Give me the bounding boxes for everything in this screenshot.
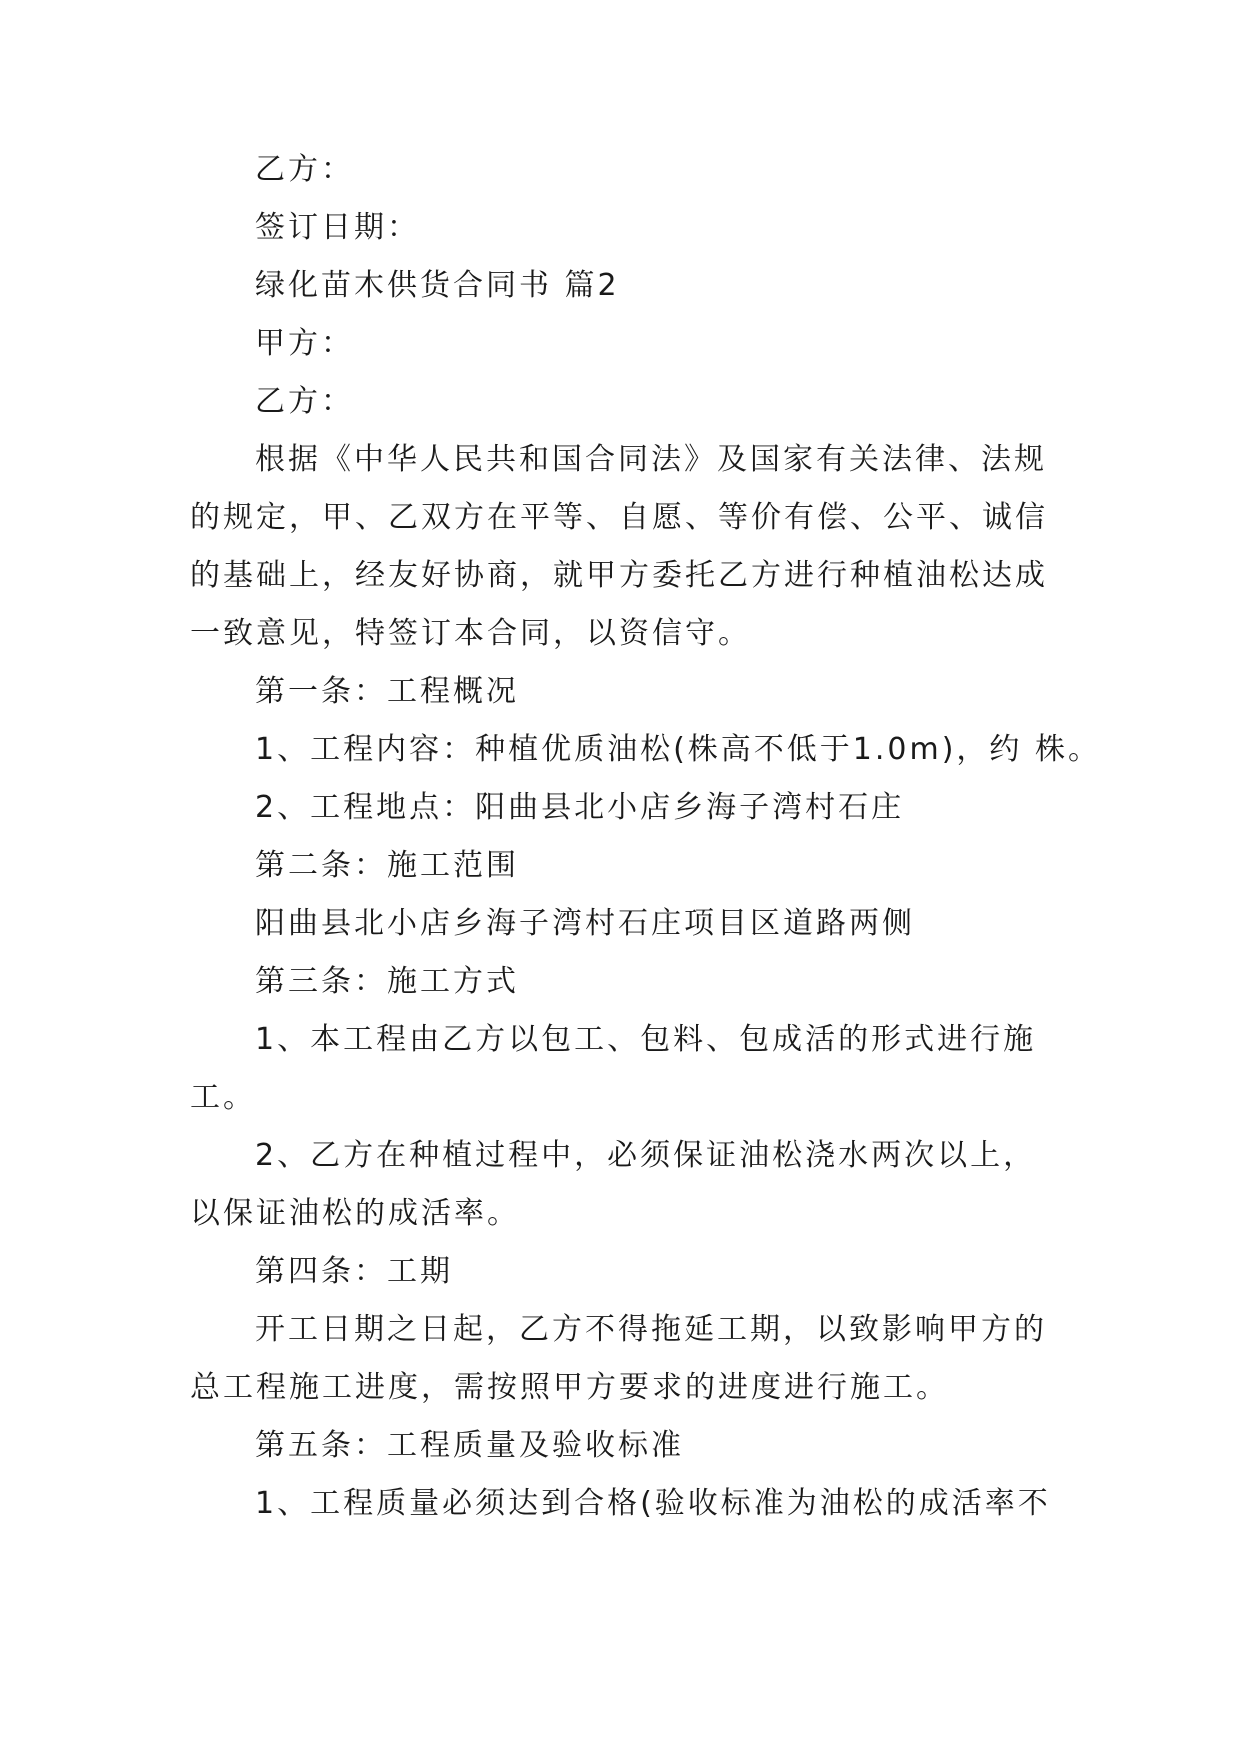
section-title: 绿化苗木供货合同书 篇2: [255, 268, 620, 303]
article-4-heading: 第四条：工期: [255, 1254, 453, 1289]
article-4-body-line-2: 总工程施工进度，需按照甲方要求的进度进行施工。: [190, 1370, 949, 1405]
party-a-label: 甲方：: [255, 326, 354, 361]
signing-date-label: 签订日期：: [255, 210, 420, 245]
article-3-item-2-line-1: 2、乙方在种植过程中，必须保证油松浇水两次以上，: [255, 1138, 1037, 1173]
article-1-item-1: 1、工程内容：种植优质油松(株高不低于1.0m)，约 株。: [255, 732, 1101, 767]
article-2-heading: 第二条：施工范围: [255, 848, 519, 883]
article-4-body-line-1: 开工日期之日起，乙方不得拖延工期，以致影响甲方的: [255, 1312, 1047, 1347]
article-1-heading: 第一条：工程概况: [255, 674, 519, 709]
preamble-line-4: 一致意见，特签订本合同，以资信守。: [190, 616, 751, 651]
article-5-item-1-line-1: 1、工程质量必须达到合格(验收标准为油松的成活率不: [255, 1486, 1051, 1521]
preamble-line-3: 的基础上，经友好协商，就甲方委托乙方进行种植油松达成: [190, 558, 1048, 593]
article-2-body: 阳曲县北小店乡海子湾村石庄项目区道路两侧: [255, 906, 915, 941]
article-3-item-2-line-2: 以保证油松的成活率。: [190, 1196, 520, 1231]
article-3-item-1-line-1: 1、本工程由乙方以包工、包料、包成活的形式进行施: [255, 1022, 1037, 1057]
party-b-label: 乙方：: [255, 152, 354, 187]
article-3-item-1-line-2: 工。: [190, 1080, 256, 1115]
article-5-heading: 第五条：工程质量及验收标准: [255, 1428, 684, 1463]
article-1-item-2: 2、工程地点：阳曲县北小店乡海子湾村石庄: [255, 790, 905, 825]
party-b-label-2: 乙方：: [255, 384, 354, 419]
article-3-heading: 第三条：施工方式: [255, 964, 519, 999]
preamble-line-1: 根据《中华人民共和国合同法》及国家有关法律、法规: [255, 442, 1047, 477]
preamble-line-2: 的规定，甲、乙双方在平等、自愿、等价有偿、公平、诚信: [190, 500, 1048, 535]
